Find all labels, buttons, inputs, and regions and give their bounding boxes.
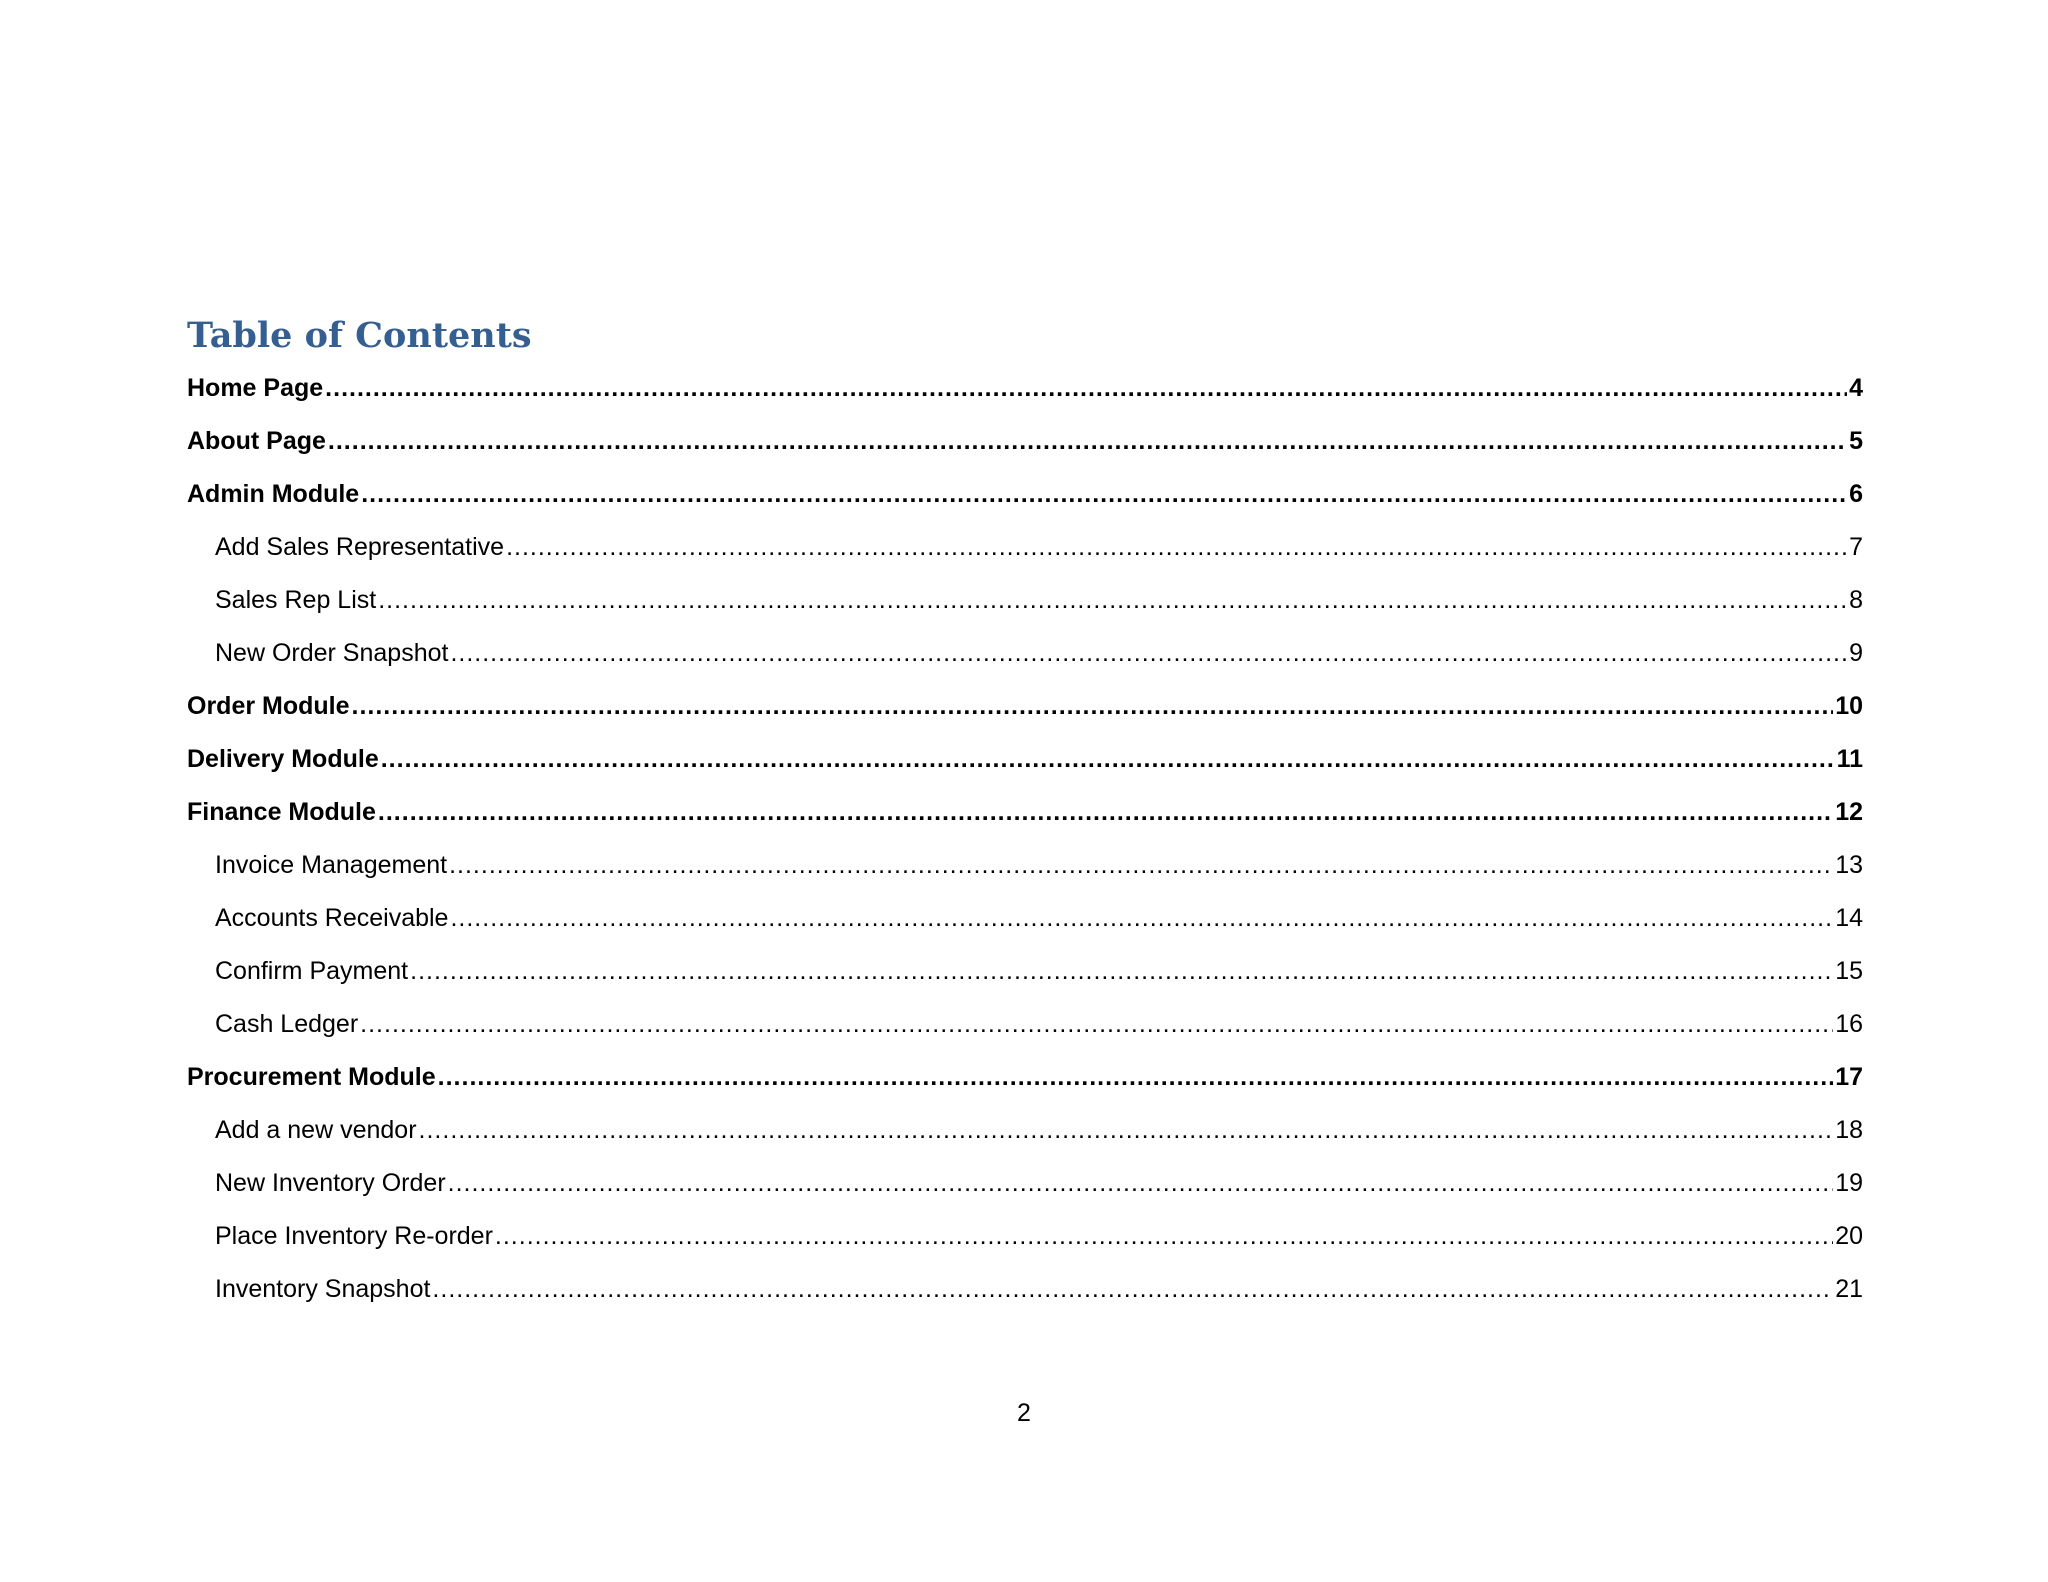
toc-dot-leader <box>378 584 1847 616</box>
toc-dot-leader <box>450 902 1833 934</box>
toc-entry[interactable] <box>187 1220 1863 1273</box>
toc-entry-label: New Inventory Order <box>215 1169 446 1197</box>
toc-entry-label: Procurement Module <box>187 1063 436 1091</box>
toc-entry[interactable] <box>187 1061 1863 1114</box>
toc-entry-label: About Page <box>187 427 326 455</box>
toc-entry-page-number: 12 <box>1835 798 1863 826</box>
toc-entry-page-number: 7 <box>1849 533 1863 561</box>
toc-entry[interactable] <box>187 425 1863 478</box>
table-of-contents <box>187 312 1863 1326</box>
toc-title: Table of Contents <box>187 315 532 356</box>
toc-entry[interactable] <box>187 955 1863 1008</box>
toc-entry-label: Order Module <box>187 692 350 720</box>
toc-dot-leader <box>352 690 1834 722</box>
toc-entry-label: Place Inventory Re-order <box>215 1222 493 1250</box>
toc-dot-leader <box>328 425 1847 457</box>
toc-entry-label: Cash Ledger <box>215 1010 359 1038</box>
toc-dot-leader <box>410 955 1833 987</box>
toc-entry[interactable] <box>187 531 1863 584</box>
toc-dot-leader <box>419 1114 1834 1146</box>
toc-entry-page-number: 17 <box>1835 1063 1863 1091</box>
toc-entry-label: Delivery Module <box>187 745 379 773</box>
toc-dot-leader <box>495 1220 1833 1252</box>
toc-entry-page-number: 19 <box>1835 1169 1863 1197</box>
toc-entry-page-number: 20 <box>1835 1222 1863 1250</box>
toc-entry-page-number: 9 <box>1849 639 1863 667</box>
toc-dot-leader <box>432 1273 1833 1305</box>
toc-entry-page-number: 4 <box>1849 374 1863 402</box>
toc-entry-page-number: 13 <box>1835 851 1863 879</box>
toc-entry[interactable] <box>187 690 1863 743</box>
toc-dot-leader <box>361 478 1847 510</box>
toc-entry[interactable] <box>187 478 1863 531</box>
toc-entry-page-number: 21 <box>1835 1275 1863 1303</box>
toc-entry-page-number: 18 <box>1835 1116 1863 1144</box>
toc-entry[interactable] <box>187 372 1863 425</box>
toc-entry-page-number: 11 <box>1836 745 1863 773</box>
toc-entry-label: Invoice Management <box>215 851 448 879</box>
toc-entry[interactable] <box>187 637 1863 690</box>
toc-entry[interactable] <box>187 796 1863 849</box>
toc-entry[interactable] <box>187 849 1863 902</box>
toc-entry-label: Add Sales Representative <box>215 533 505 561</box>
toc-entry-page-number: 14 <box>1835 904 1863 932</box>
toc-entry-page-number: 15 <box>1835 957 1863 985</box>
toc-entry-label: Accounts Receivable <box>215 904 449 932</box>
toc-entry-label: Admin Module <box>187 480 360 508</box>
toc-entry-page-number: 16 <box>1835 1010 1863 1038</box>
toc-dot-leader <box>378 796 1833 828</box>
toc-entry-label: New Order Snapshot <box>215 639 449 667</box>
toc-entry-label: Home Page <box>187 374 324 402</box>
toc-entry[interactable] <box>187 902 1863 955</box>
toc-entry-page-number: 10 <box>1835 692 1863 720</box>
toc-entry[interactable] <box>187 743 1863 796</box>
toc-list <box>187 372 1863 1326</box>
toc-entry-label: Finance Module <box>187 798 376 826</box>
toc-entry-label: Add a new vendor <box>215 1116 417 1144</box>
toc-dot-leader <box>506 531 1847 563</box>
toc-entry-label: Inventory Snapshot <box>215 1275 431 1303</box>
toc-dot-leader <box>450 637 1847 669</box>
toc-entry-page-number: 6 <box>1849 480 1863 508</box>
toc-entry[interactable] <box>187 1008 1863 1061</box>
toc-dot-leader <box>325 372 1847 404</box>
toc-dot-leader <box>449 849 1833 881</box>
page-number: 2 <box>1017 1399 1031 1427</box>
toc-dot-leader <box>438 1061 1834 1093</box>
toc-dot-leader <box>360 1008 1833 1040</box>
toc-entry[interactable] <box>187 584 1863 637</box>
toc-entry-label: Sales Rep List <box>215 586 377 614</box>
toc-entry[interactable] <box>187 1114 1863 1167</box>
toc-entry-label: Confirm Payment <box>215 957 409 985</box>
toc-dot-leader <box>448 1167 1834 1199</box>
toc-entry[interactable] <box>187 1273 1863 1326</box>
toc-entry-page-number: 8 <box>1849 586 1863 614</box>
toc-dot-leader <box>381 743 1835 775</box>
toc-entry[interactable] <box>187 1167 1863 1220</box>
toc-entry-page-number: 5 <box>1849 427 1863 455</box>
